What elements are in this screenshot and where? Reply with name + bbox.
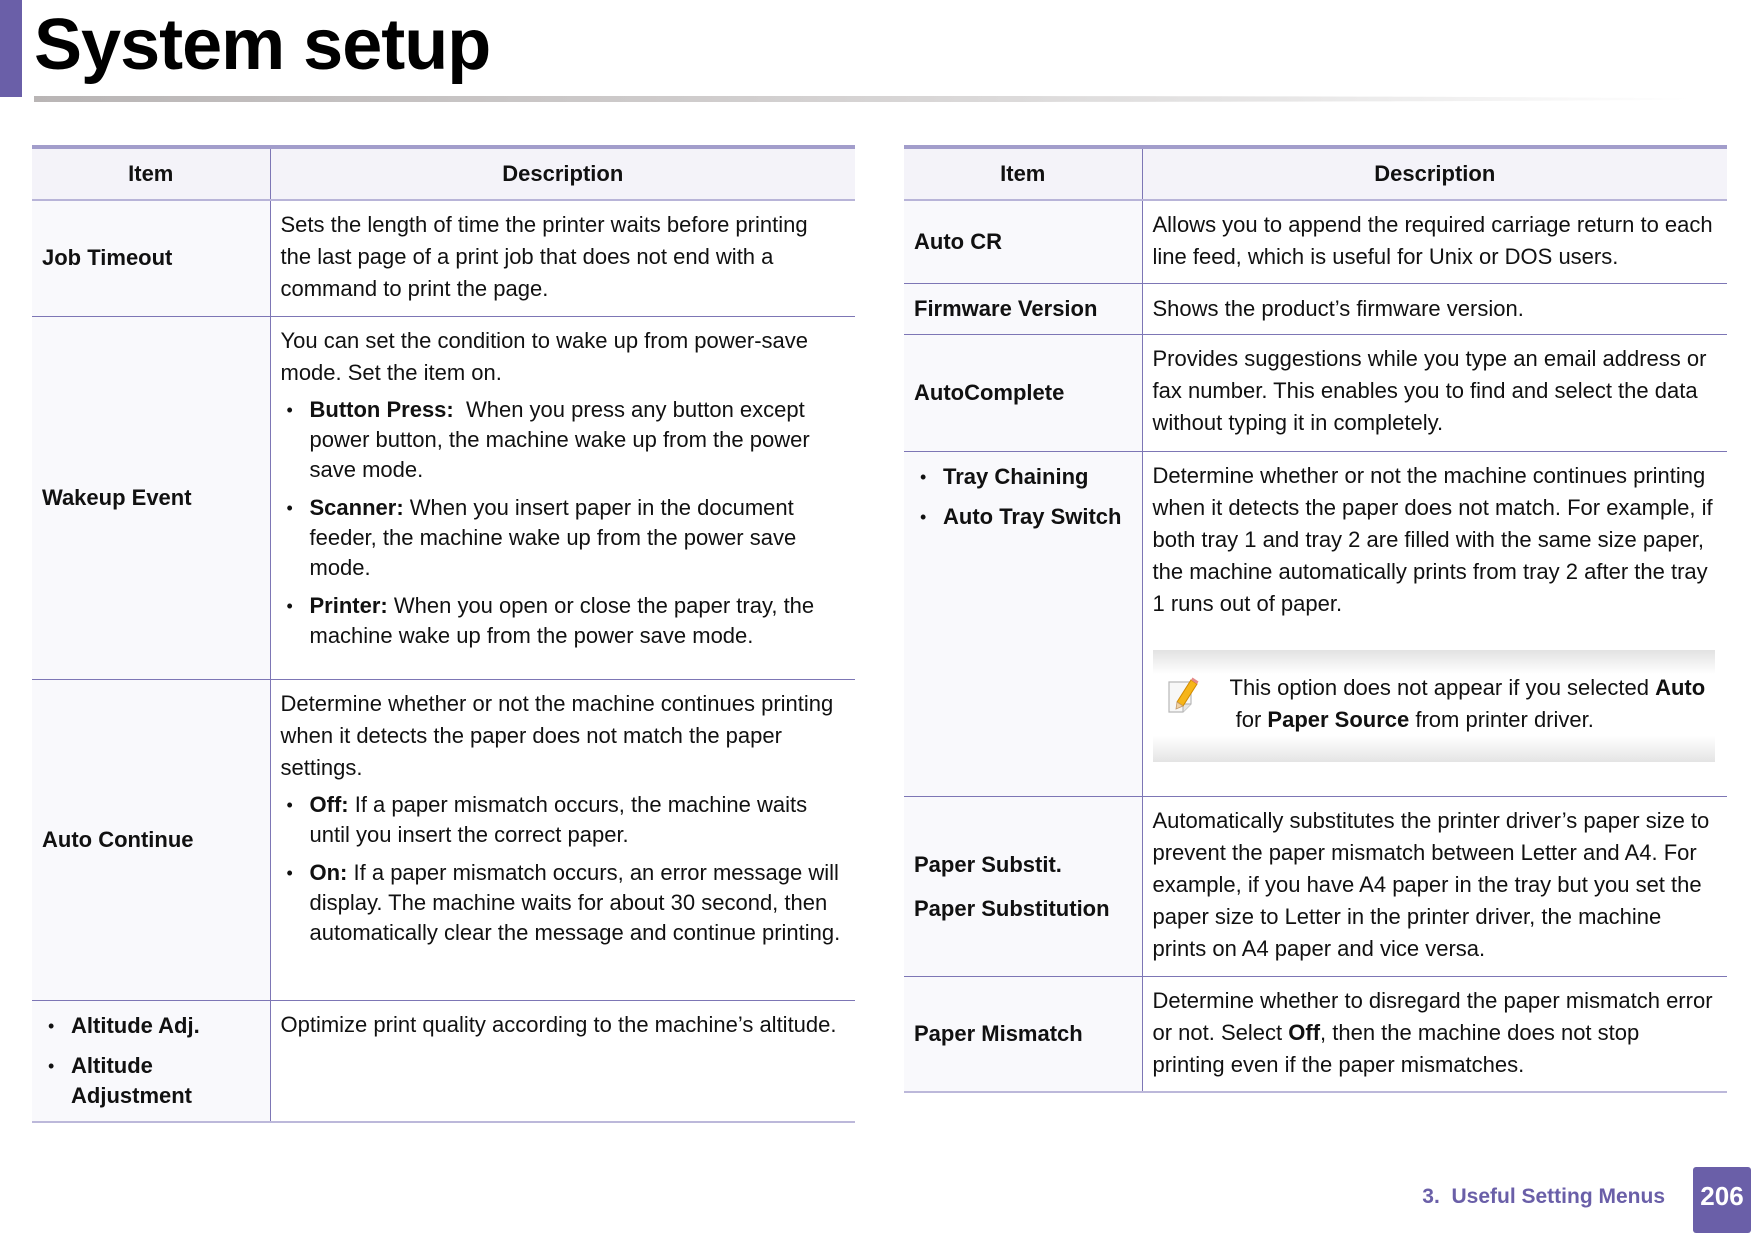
page-title: System setup [34,5,491,85]
option-text: When you insert paper in the document feeder, the machine wake up from the power save mode. [309,494,797,580]
option-text: If a paper mismatch occurs, an error message will display. The machine waits for about 30 second, then automatically clear the message and continue printing. [309,859,841,945]
option-list [281,790,844,948]
option-text: If a paper mismatch occurs, the machine waits until you insert the correct paper. [309,791,808,847]
table-header-row [32,147,855,200]
option-label: Button Press: [309,396,454,422]
item-name: AutoComplete [904,335,1142,452]
note-box [1153,650,1716,762]
item-name [904,797,1142,977]
list-item: • Auto Tray Switch [914,502,1136,532]
list-item [281,790,844,850]
item-description: Sets the length of time the printer waits before printing the last page of a print job that does not end with a command to print the page. [270,200,855,316]
table-row-altitude-adjustment [32,1000,855,1122]
item-description [1142,977,1727,1093]
item-description: Shows the product’s firmware version. [1142,284,1727,335]
description-intro: Determine whether or not the machine continues printing when it detects the paper does not match the paper settings. [280,690,834,780]
option-text: When you open or close the paper tray, the machine wake up from the power save mode. [309,592,815,648]
table-row-wakeup-event [32,316,855,679]
item-description: Optimize print quality according to the machine’s altitude. [270,1000,855,1122]
note-pencil-icon [1165,676,1205,716]
item-name: Firmware Version [904,284,1142,335]
description-emphasis: Off [1288,1020,1321,1045]
description-text: , then the machine does not stop printing even if the paper mismatches. [1152,1020,1640,1077]
item-name: Paper Mismatch [904,977,1142,1093]
item-description: Automatically substitutes the printer driver’s paper size to prevent the paper mismatch between Letter and A4. For example, if you have A4 paper in the tray but you set the paper size to Letter in the printer driver, the machine prints on A4 paper and vice versa. [1142,797,1727,977]
column-header-item: Item [904,147,1142,200]
item-name: Auto CR [904,200,1142,284]
item-description [270,679,855,1000]
list-item: • Tray Chaining [914,462,1136,492]
note-text [1230,672,1712,736]
settings-table-left [32,145,855,1123]
list-item [281,858,844,948]
item-name: Job Timeout [32,200,270,316]
item-full-name: Paper Substitution [914,895,1110,921]
table-row-paper-substitution [904,797,1727,977]
table-row-firmware-version [904,284,1727,335]
title-underline-divider [34,96,1694,102]
list-item [281,395,844,485]
note-emphasis: Auto [1655,675,1706,700]
item-description: Allows you to append the required carriage return to each line feed, which is useful for Unix or DOS users. [1142,200,1727,284]
item-alias-list [42,1011,264,1111]
option-text: When you press any button except power button, the machine wake up from the power save mode. [309,396,816,482]
item-description: Provides suggestions while you type an email address or fax number. This enables you to find and select the data without typing it in completely. [1142,335,1727,452]
table-row-auto-continue [32,679,855,1000]
note-emphasis: Paper Source [1267,707,1410,732]
note-text-part: from printer driver. [1409,707,1594,732]
table-row-auto-cr [904,200,1727,284]
description-text: Determine whether to disregard the paper mismatch error or not. Select [1152,988,1713,1045]
settings-table-right [904,145,1727,1093]
description-intro: You can set the condition to wake up from power-save mode. Set the item on. [280,327,808,385]
table-header-row [904,147,1727,200]
option-label: Scanner: [309,494,404,520]
item-name: Wakeup Event [32,316,270,679]
page-number-badge: 206 [1693,1167,1751,1233]
item-name: Auto Continue [32,679,270,1000]
item-name [904,452,1142,797]
list-item: • Altitude Adj. [42,1011,264,1041]
item-description [270,316,855,679]
description-text: Determine whether or not the machine continues printing when it detects the paper does not match. For example, if both tray 1 and tray 2 are filled with the same size paper, the machine automatically prints from tray 2 after the tray 1 runs out of paper. [1152,463,1713,616]
list-item [281,493,844,583]
item-name [32,1000,270,1122]
option-list [281,395,844,651]
column-header-description: Description [1142,147,1727,200]
item-description [1142,452,1727,797]
chapter-footer-label: 3. Useful Setting Menus [1422,1185,1665,1208]
item-short-name: Paper Substit. [914,851,1062,877]
column-header-description: Description [270,147,855,200]
column-header-item: Item [32,147,270,200]
list-item: • Altitude Adjustment [42,1051,264,1111]
note-text-part: for [1229,707,1268,732]
list-item [281,591,844,651]
item-alias-list [914,462,1136,532]
option-label: On: [309,859,348,885]
note-text-part: This option does not appear if you selected [1229,675,1656,700]
table-row-paper-mismatch [904,977,1727,1093]
table-row-job-timeout [32,200,855,316]
table-row-autocomplete [904,335,1727,452]
option-label: Off: [309,791,349,817]
chapter-accent-bar [0,0,22,97]
table-row-tray-chaining [904,452,1727,797]
option-label: Printer: [309,592,388,618]
